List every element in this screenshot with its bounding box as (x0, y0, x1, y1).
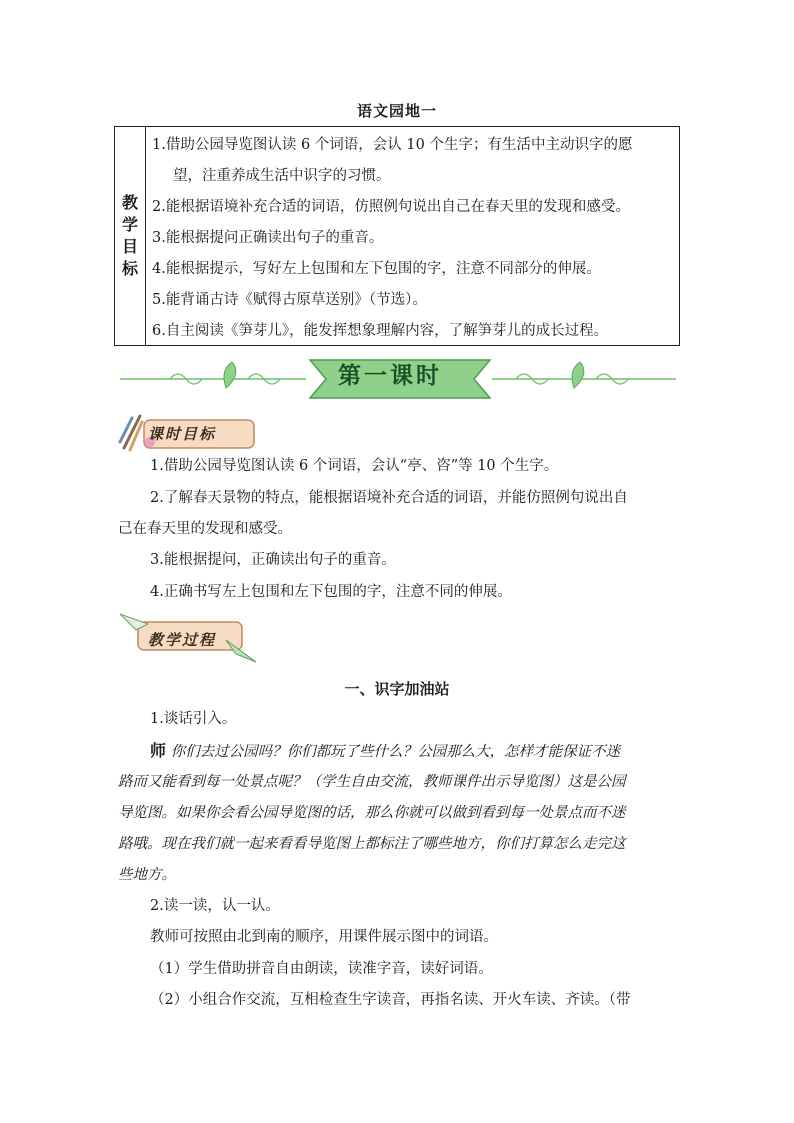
goal-item: 1.借助公园导览图认读 6 个词语，会认 10 个生字；有生活中主动识字的愿 (152, 137, 633, 153)
brush-icon (120, 416, 142, 450)
teacher-speech-line: 路而又能看到每一处景点呢？（学生自由交流，教师课件出示导览图）这是公园 (118, 774, 626, 790)
page-title: 语文园地一 (356, 102, 437, 120)
goals-label-char: 学 (121, 215, 138, 234)
leaf-icon (224, 362, 236, 388)
lesson-goal-item: 己在春天里的发现和感受。 (118, 521, 292, 537)
step-heading: 2.读一读，认一认。 (150, 898, 280, 914)
teaching-goals-table (114, 126, 680, 346)
goals-label-char: 目 (121, 237, 138, 256)
lesson-goal-item: 4.正确书写左上包围和左下包围的字，注意不同的伸展。 (150, 584, 512, 600)
step-heading: 1.谈话引入。 (150, 711, 237, 727)
goal-item: 3.能根据提问正确读出句子的重音。 (152, 230, 384, 246)
teaching-process-badge-label: 教学过程 (148, 631, 217, 649)
teacher-label: 师 (150, 741, 167, 760)
sub-step: （1）学生借助拼音自由朗读，读准字音，读好词语。 (150, 961, 493, 977)
goal-item: 4.能根据提示，写好左上包围和左下包围的字，注意不同部分的伸展。 (152, 261, 601, 277)
goals-label-char: 标 (121, 259, 138, 278)
teacher-speech-line: 导览图。如果你会看公园导览图的话，那么你就可以做到看到每一处景点而不迷 (118, 805, 626, 821)
leaf-icon (572, 362, 584, 388)
goal-item: 望，注重养成生活中识字的习惯。 (173, 168, 391, 184)
lesson-goal-item: 3.能根据提问，正确读出句子的重音。 (150, 552, 396, 568)
step-description: 教师可按照由北到南的顺序，用课件展示图中的词语。 (150, 929, 498, 945)
lesson-goals-badge-label: 课时目标 (148, 425, 217, 443)
sub-step: （2）小组合作交流，互相检查生字读音，再指名读、开火车读、齐读。（带 (150, 992, 631, 1008)
teacher-speech-line: 路哦。现在我们就一起来看看导览图上都标注了哪些地方，你们打算怎么走完这 (118, 836, 626, 852)
lesson-goal-item: 2.了解春天景物的特点，能根据语境补充合适的词语，并能仿照例句说出自 (150, 490, 628, 506)
goals-label-cell (115, 127, 146, 345)
goal-item: 2.能根据语境补充合适的词语，仿照例句说出自己在春天里的发现和感受。 (152, 199, 630, 215)
goal-item: 5.能背诵古诗《赋得古原草送别》（节选）。 (152, 292, 427, 308)
teacher-speech-line: 些地方。 (118, 867, 176, 883)
teacher-speech-text: 你们去过公园吗？你们都玩了些什么？公园那么大，怎样才能保证不迷 (170, 744, 621, 760)
section-heading: 一、识字加油站 (344, 680, 450, 698)
goal-item: 6.自主阅读《笋芽儿》，能发挥想象理解内容，了解笋芽儿的成长过程。 (152, 323, 609, 339)
banner-title: 第一课时 (338, 362, 442, 389)
goals-label-char: 教 (121, 193, 138, 212)
goals-list (146, 127, 679, 345)
teacher-speech-line (150, 742, 620, 761)
lesson-goal-item: 1.借助公园导览图认读 6 个词语，会认“亭、咨”等 10 个生字。 (150, 458, 559, 474)
